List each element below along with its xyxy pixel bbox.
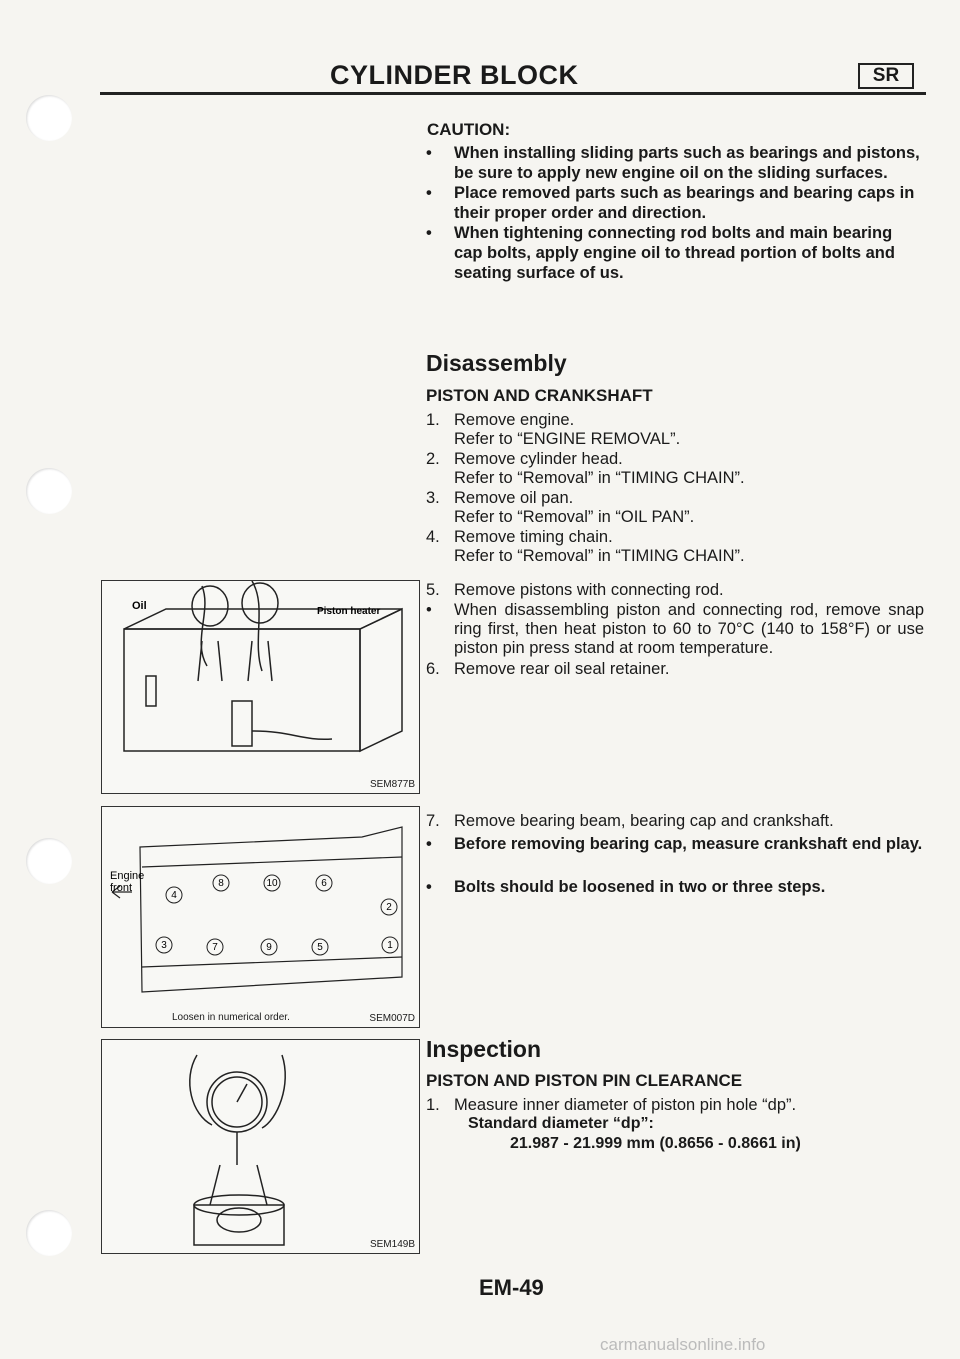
bolt-number-label: 6 (321, 878, 327, 889)
figure-piston-heater (101, 580, 420, 794)
bullet-icon: • (426, 878, 432, 896)
section-heading-disassembly: Disassembly (426, 350, 567, 376)
standard-label: Standard diameter “dp”: (468, 1115, 654, 1132)
step-ref: Refer to “Removal” in “TIMING CHAIN”. (454, 469, 745, 487)
bolt-number-label: 3 (161, 940, 167, 951)
bolt-number-label: 10 (266, 878, 278, 889)
step-text: Remove bearing beam, bearing cap and crankshaft. (454, 812, 834, 830)
bullet-icon: • (426, 601, 432, 619)
bolt-number-label: 9 (266, 942, 272, 953)
binder-hole (26, 838, 72, 884)
step-number: 1. (426, 1096, 440, 1114)
step-number: 2. (426, 450, 440, 468)
step-text: When disassembling piston and connecting rod, remove snap ring first, then heat piston to 60 to 70°C (140 to 158°F) or use piston pin press stand at room temperature. (454, 601, 924, 657)
step-number: 6. (426, 660, 440, 678)
figure-code: SEM877B (369, 779, 415, 790)
fig1-heater-label: Piston heater (317, 606, 381, 617)
header-rule (100, 92, 926, 95)
binder-hole (26, 1210, 72, 1256)
step-text: Remove cylinder head. (454, 450, 623, 468)
fig2-front-label: front (110, 882, 133, 894)
subheading-piston-crankshaft: PISTON AND CRANKSHAFT (426, 386, 653, 405)
standard-value: 21.987 - 21.999 mm (0.8656 - 0.8661 in) (510, 1135, 801, 1152)
figure-code: SEM007D (369, 1013, 415, 1024)
figure-bearing-cap-order (101, 806, 420, 1028)
bullet-icon: • (426, 144, 432, 162)
bolt-number-label: 7 (212, 942, 218, 953)
figure-code: SEM149B (369, 1239, 415, 1250)
step-text: Remove oil pan. (454, 489, 574, 507)
fig2-engine-label: Engine (110, 870, 145, 882)
step-ref: Refer to “Removal” in “TIMING CHAIN”. (454, 547, 745, 565)
step-text: Remove timing chain. (454, 528, 613, 546)
step-ref: Refer to “ENGINE REMOVAL”. (454, 430, 681, 448)
dial-gauge-illustration (102, 1040, 419, 1253)
bolt-number-label: 8 (218, 878, 224, 889)
bolt-number-label: 4 (171, 890, 177, 901)
page-number: EM-49 (479, 1275, 544, 1300)
step-text: Remove engine. (454, 411, 575, 429)
binder-hole (26, 95, 72, 141)
figure-piston-pin-hole-measure (101, 1039, 420, 1254)
section-heading-inspection: Inspection (426, 1036, 542, 1062)
bullet-icon: • (426, 224, 432, 242)
binder-hole (26, 468, 72, 514)
step-text: Remove pistons with connecting rod. (454, 581, 724, 599)
fig1-oil-label: Oil (132, 600, 147, 612)
bolt-number-label: 1 (387, 940, 393, 951)
bearing-cap-illustration (102, 807, 419, 1007)
step-number: 4. (426, 528, 440, 546)
step-ref: Refer to “Removal” in “OIL PAN”. (454, 508, 695, 526)
step-text: Bolts should be loosened in two or three steps. (454, 878, 826, 896)
step-text: Measure inner diameter of piston pin hole “dp”. (454, 1096, 797, 1114)
watermark-text: carmanualsonline.info (600, 1335, 766, 1354)
step-number: 7. (426, 812, 440, 830)
page-title: CYLINDER BLOCK (330, 60, 579, 90)
bullet-icon: • (426, 184, 432, 202)
step-text: Before removing bearing cap, measure crankshaft end play. (454, 835, 923, 853)
bullet-icon: • (426, 835, 432, 853)
caution-text: When tightening connecting rod bolts and main bearing cap bolts, apply engine oil to thread portion of bolts and seating surface of us. (454, 224, 895, 282)
step-number: 5. (426, 581, 440, 599)
section-badge: SR (858, 63, 914, 89)
subheading-piston-pin-clearance: PISTON AND PISTON PIN CLEARANCE (426, 1071, 743, 1090)
bolt-number-label: 5 (317, 942, 323, 953)
bolt-number-label: 2 (386, 902, 392, 913)
caution-title: CAUTION: (427, 120, 511, 139)
step-number: 3. (426, 489, 440, 507)
figure-caption: Loosen in numerical order. (172, 1012, 290, 1023)
caution-text: When installing sliding parts such as bearings and pistons, be sure to apply new engine oil on the sliding surfaces. (454, 144, 920, 182)
caution-text: Place removed parts such as bearings and bearing caps in their proper order and direction. (454, 184, 915, 222)
step-text: Remove rear oil seal retainer. (454, 660, 670, 678)
piston-heater-illustration (102, 581, 419, 793)
step-number: 1. (426, 411, 440, 429)
